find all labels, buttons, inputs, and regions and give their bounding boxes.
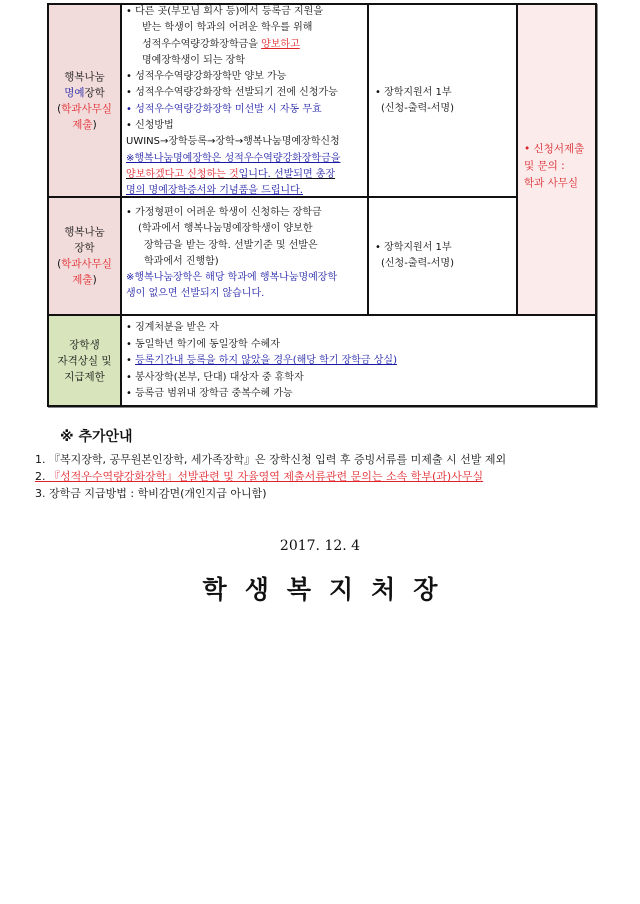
paren: ( xyxy=(57,258,62,270)
document-date: 2017. 12. 4 xyxy=(279,538,361,554)
label-blue: 명예 xyxy=(64,86,85,99)
submit-info xyxy=(518,5,595,314)
label-red: 제출 xyxy=(72,274,93,286)
note-item-1: 1. 『복지장학, 공무원본인장학, 세가족장학』은 장학신청 입력 후 증빙서류를 미제출 시 선발 제외 xyxy=(35,453,507,466)
label-line: 행복나눔 xyxy=(64,70,105,83)
label-line: 장학생 xyxy=(69,338,100,351)
label-red: 학과사무실 xyxy=(61,102,112,115)
note-red: 양보하겠다고 신청하는 것 xyxy=(126,168,239,180)
content-line: 학과에서 진행함) xyxy=(144,255,219,267)
restriction-content xyxy=(122,320,592,405)
note-blue: 명의 명예장학증서와 기념품을 드립니다. xyxy=(126,185,303,197)
row1-documents xyxy=(369,5,516,196)
label-line: 지급제한 xyxy=(64,370,105,383)
notes-title: ※ 추가안내 xyxy=(60,429,133,445)
label-red: 제출 xyxy=(72,118,93,131)
doc-line: (신청-출력-서명) xyxy=(381,258,454,269)
submit-line: 및 문의 : xyxy=(524,160,565,172)
label-line xyxy=(57,85,112,101)
label-red: 학과사무실 xyxy=(61,258,112,270)
divider xyxy=(49,314,595,316)
content-line: • 다른 곳(부모님 회사 등)에서 등록금 지원을 xyxy=(126,6,323,17)
scholarship-table xyxy=(47,3,597,407)
restriction-label xyxy=(49,316,120,405)
doc-line: (신청-출력-서명) xyxy=(381,102,454,114)
row1-content xyxy=(122,4,367,195)
content-line: 받는 학생이 학과의 어려운 학우를 위해 xyxy=(142,22,313,34)
doc-line: • 장학지원서 1부 xyxy=(375,86,452,98)
row2-content xyxy=(122,205,367,310)
note-blue: ※행복나눔명예장학은 성적우수역량강화장학금을 xyxy=(126,152,341,164)
note-blue: 생이 없으면 선발되지 않습니다. xyxy=(126,288,265,300)
text: 성적우수역량강화장학금을 xyxy=(142,38,262,50)
bullet: • xyxy=(126,355,136,366)
note-item-3: 3. 장학금 지급방법 : 학비감면(개인지급 아니함) xyxy=(35,487,267,500)
note-blue: 입니다. 선발되면 총장 xyxy=(238,168,336,180)
label-line: 자격상실 및 xyxy=(57,354,112,367)
content-line: • 가정형편이 어려운 학생이 신청하는 장학금 xyxy=(126,207,322,218)
paren: ) xyxy=(92,118,97,131)
content-line: UWINS→장학등록→장학→행복나눔명예장학신청 xyxy=(126,136,340,148)
row1-label xyxy=(49,5,120,196)
doc-line: • 장학지원서 1부 xyxy=(375,242,452,253)
label-text: 장학 xyxy=(84,86,105,99)
restriction-item xyxy=(126,353,588,370)
label-line xyxy=(57,272,112,288)
paren: ) xyxy=(92,274,97,286)
restriction-item: • 동일학년 학기에 동일장학 수혜자 xyxy=(126,338,280,350)
content-line xyxy=(126,37,363,53)
paren: ( xyxy=(57,102,62,115)
note-item-2 xyxy=(35,468,483,484)
content-line: 장학금을 받는 장학. 선발기준 및 선발은 xyxy=(144,239,318,251)
content-line: • 성적우수역량강화장학만 양보 가능 xyxy=(126,71,287,83)
restriction-item: • 봉사장학(본부, 단대) 대상자 중 휴학자 xyxy=(126,371,304,383)
content-line-blue: • 성적우수역량강화장학 미선발 시 자동 무효 xyxy=(126,103,322,115)
content-line: (학과에서 행복나눔명예장학생이 양보한 xyxy=(138,223,313,235)
restriction-highlight: 등록기간내 등록을 하지 않았을 경우(해당 학기 장학금 상실) xyxy=(135,355,397,366)
label-line: 행복나눔 xyxy=(64,226,105,238)
signature: 학생복지처장 xyxy=(202,575,456,604)
content-line: 명예장학생이 되는 장학 xyxy=(142,54,245,66)
content-line: • 성적우수역량강화장학 선발되기 전에 신청가능 xyxy=(126,87,338,99)
note-number: 2. xyxy=(35,470,49,483)
label-line xyxy=(57,117,112,133)
label-line: 장학 xyxy=(74,242,95,254)
label-line xyxy=(57,256,112,272)
submit-line: • 신청서제출 xyxy=(524,143,585,155)
label-line xyxy=(57,101,112,117)
content-line: • 신청방법 xyxy=(126,120,174,132)
note-blue: ※행복나눔장학은 해당 학과에 행복나눔명예장학 xyxy=(126,272,338,284)
row2-documents xyxy=(369,198,516,314)
highlight-red: 양보하고 xyxy=(261,38,300,50)
restriction-item: • 징계처분을 받은 자 xyxy=(126,322,219,333)
submit-line: 학과 사무실 xyxy=(524,177,579,189)
restriction-item: • 등록금 범위내 장학금 중복수혜 가능 xyxy=(126,388,293,399)
note-line xyxy=(126,167,363,183)
row2-label xyxy=(49,198,120,314)
note-highlight: 『성적우수역량강화장학』선발관련 및 자율영역 제출서류관련 문의는 소속 학부(과)사무실 xyxy=(49,470,484,483)
